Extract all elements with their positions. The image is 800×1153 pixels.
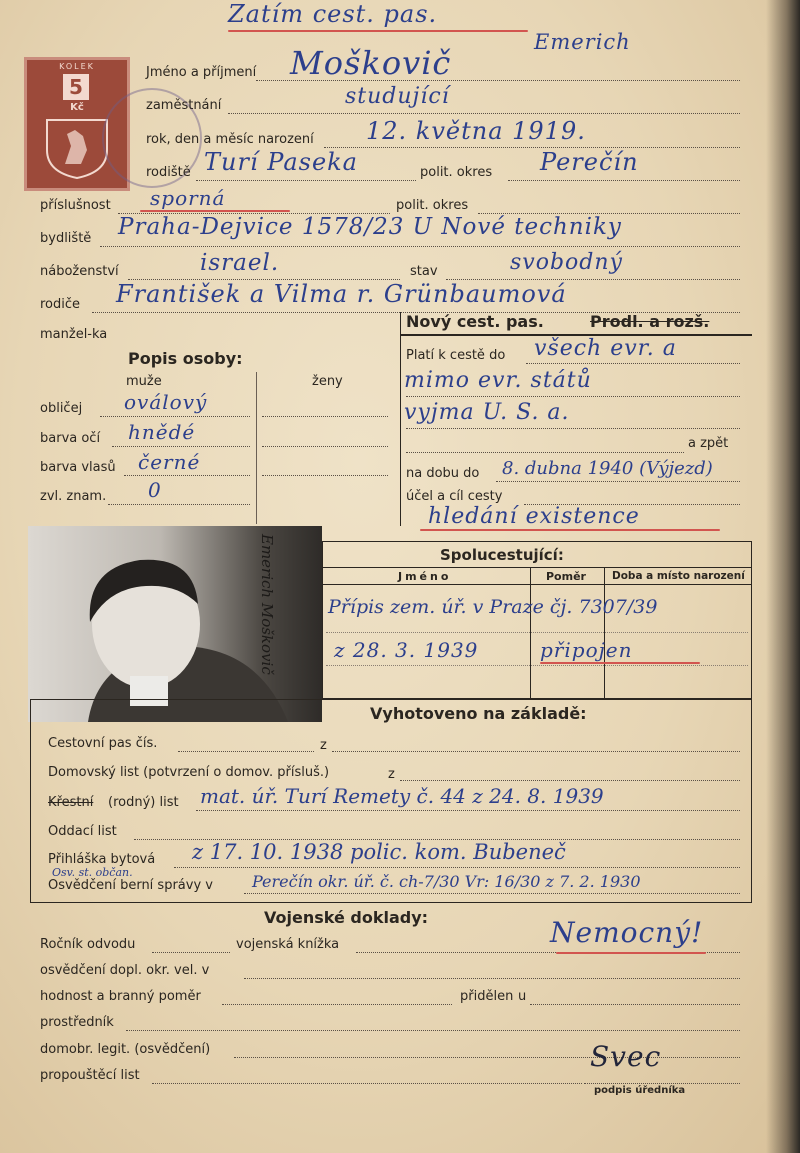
label-stav: stav — [410, 264, 438, 279]
popis-col-muze: muže — [126, 374, 162, 389]
line-dopl — [244, 978, 740, 979]
line-zpet — [406, 452, 684, 453]
line-podpis — [584, 1083, 740, 1084]
value-stav: svobodný — [510, 250, 623, 275]
value-osvedceni: Perečín okr. úř. č. ch-7/30 Vr: 16/30 z 7. 2. 1930 — [252, 872, 641, 891]
value-rodiste: Turí Paseka — [204, 148, 358, 176]
value-nabozenstvi: israel. — [200, 250, 280, 276]
label-krestni: Křestní — [48, 795, 94, 810]
line-prostrednik — [126, 1030, 740, 1031]
label-domov: Domovský list (potvrzení o domov. přísluš.) — [48, 765, 330, 780]
label-oci: barva očí — [40, 431, 101, 446]
label-u: u — [518, 989, 527, 1004]
label-rodny: (rodný) list — [108, 795, 179, 810]
spolu-title: Spolucestující: — [440, 546, 564, 564]
line-legit — [234, 1057, 740, 1058]
label-podpis: podpis úředníka — [594, 1085, 686, 1096]
spolu-col-1 — [530, 567, 531, 699]
line-plati-3 — [406, 428, 740, 429]
value-doba: 8. dubna 1940 (Výjezd) — [502, 458, 713, 479]
label-ucel: účel a cíl cesty — [406, 489, 503, 504]
official-signature: Svec — [590, 1040, 662, 1073]
label-rocnik: Ročník odvodu — [40, 937, 136, 952]
passport-title-prodl: Prodl. a rozš. — [590, 312, 710, 331]
top-note: Zatím cest. pas. — [228, 0, 438, 28]
line-propousteci — [152, 1083, 582, 1084]
passport-title-new: Nový cest. pas. — [406, 312, 544, 331]
line-plati — [526, 363, 740, 364]
value-okres: Perečín — [540, 148, 639, 176]
label-doba: na dobu do — [406, 466, 480, 481]
value-jmeno-first: Emerich — [534, 30, 631, 54]
label-z1: z — [320, 738, 327, 753]
popis-title: Popis osoby: — [128, 349, 243, 368]
value-vlasu: černé — [138, 450, 201, 474]
spolu-col-jmeno: Jméno — [398, 570, 452, 583]
spolu-col-pomer: Poměr — [546, 570, 586, 583]
spolu-col-doba: Doba a místo narození — [612, 570, 745, 582]
value-prihlaska: z 17. 10. 1938 polic. kom. Bubeneč — [192, 840, 566, 864]
label-osvedceni: Osvědčení berní správy v — [48, 878, 213, 893]
line-bydliste — [100, 246, 740, 247]
spolu-row-line-1 — [326, 632, 748, 633]
label-narozeni: rok, den a měsíc narození — [146, 132, 314, 147]
label-propousteci: propouštěcí list — [40, 1068, 140, 1083]
line-oci-zeny — [262, 446, 388, 447]
label-rodiste: rodiště — [146, 165, 191, 180]
label-okres2: polit. okres — [396, 198, 469, 213]
value-plati-3: vyjma U. S. a. — [404, 400, 570, 425]
line-oblicej — [100, 416, 250, 417]
status-underline — [556, 952, 706, 954]
vojenske-title: Vojenské doklady: — [264, 908, 429, 927]
label-prislusnost: příslušnost — [40, 198, 111, 213]
label-znam: zvl. znam. — [40, 489, 107, 504]
top-note-underline — [228, 30, 528, 32]
value-rodice: František a Vilma r. Grünbaumová — [116, 280, 567, 308]
popis-col-zeny: ženy — [312, 374, 343, 389]
label-rodice: rodiče — [40, 297, 81, 312]
value-plati-1: všech evr. a — [534, 336, 677, 361]
value-bydliste: Praha-Dejvice 1578/23 U Nové techniky — [118, 214, 622, 240]
value-jmeno: Moškovič — [290, 44, 452, 82]
label-pridelen: přidělen — [460, 989, 514, 1004]
line-oblicej-zeny — [262, 416, 388, 417]
label-prostrednik: prostředník — [40, 1015, 114, 1030]
line-zamestnani — [228, 113, 740, 114]
line-plati-2 — [406, 396, 740, 397]
spolu-rule-1 — [322, 567, 752, 568]
ucel-underline — [420, 529, 720, 531]
popis-divider — [256, 372, 257, 524]
label-jmeno: Jméno a příjmení — [146, 65, 257, 80]
label-legit: domobr. legit. (osvědčení) — [40, 1042, 211, 1057]
label-knizka: vojenská knížka — [236, 937, 340, 952]
line-hodnost — [222, 1004, 452, 1005]
value-narozeni: 12. května 1919. — [366, 117, 586, 145]
scan-edge-shadow — [766, 0, 800, 1153]
value-rodny: mat. úř. Turí Remety č. 44 z 24. 8. 1939 — [200, 784, 604, 808]
spolu-note-underline — [540, 662, 700, 664]
label-nabozenstvi: náboženství — [40, 264, 119, 279]
label-prihlaska: Přihláška bytová — [48, 852, 156, 867]
line-rodny — [196, 810, 740, 811]
value-oci: hnědé — [128, 420, 196, 444]
line-znam — [108, 504, 250, 505]
spolu-row-2-note: připojen — [540, 638, 633, 662]
portrait-photo — [28, 526, 322, 722]
label-zamestnani: zaměstnání — [146, 98, 222, 113]
label-oddaci: Oddací list — [48, 824, 117, 839]
label-oblicej: obličej — [40, 401, 83, 416]
spolu-row-line-2 — [326, 665, 748, 666]
prislusnost-underline — [140, 210, 290, 212]
line-pas — [178, 751, 314, 752]
label-manzel: manžel-ka — [40, 327, 108, 342]
spolu-col-2 — [604, 567, 605, 699]
line-narozeni — [324, 147, 740, 148]
spolu-row-1: Přípis zem. úř. v Praze čj. 7307/39 — [328, 596, 658, 618]
line-prihlaska — [174, 867, 740, 868]
label-pas: Cestovní pas čís. — [48, 736, 158, 751]
line-vlasu — [124, 475, 250, 476]
passport-left-rule — [400, 312, 401, 526]
value-osvedceni-over: Osv. st. občan. — [52, 866, 133, 879]
photo-signature: Emerich Moškovič — [258, 534, 276, 675]
spolu-row-2: z 28. 3. 1939 — [334, 638, 479, 662]
value-oblicej: oválový — [124, 390, 208, 414]
stamp-currency: Kč — [70, 102, 84, 113]
label-zpet: a zpět — [688, 436, 729, 451]
label-dopl: osvědčení dopl. okr. vel. v — [40, 963, 210, 978]
line-oci — [112, 446, 250, 447]
label-hodnost: hodnost a branný poměr — [40, 989, 201, 1004]
spolu-table — [322, 541, 752, 699]
value-prislusnost: sporná — [150, 186, 226, 210]
line-vlasu-zeny — [262, 475, 388, 476]
vyhotoveno-title: Vyhotoveno na základě: — [370, 704, 587, 723]
line-pas-z — [332, 751, 740, 752]
portrait-person-icon — [28, 526, 322, 722]
value-zamestnani: studující — [345, 84, 450, 109]
spolu-rule-2 — [322, 584, 752, 585]
value-ucel: hledání existence — [428, 504, 640, 529]
line-doba — [496, 481, 740, 482]
label-vlasu: barva vlasů — [40, 460, 116, 475]
stamp-value: 5 — [63, 74, 89, 100]
line-pridelen — [530, 1004, 740, 1005]
line-okres — [508, 180, 740, 181]
value-vojenske-status: Nemocný! — [550, 916, 704, 949]
label-bydliste: bydliště — [40, 231, 92, 246]
label-plati: Platí k cestě do — [406, 348, 506, 363]
label-okres: polit. okres — [420, 165, 493, 180]
label-z2: z — [388, 767, 395, 782]
line-osvedceni — [244, 893, 740, 894]
line-domov — [400, 780, 740, 781]
value-plati-2: mimo evr. států — [404, 368, 592, 393]
line-rocnik — [152, 952, 230, 953]
line-rodiste — [196, 180, 416, 181]
value-znam: 0 — [148, 478, 162, 502]
stamp-label: KOLEK — [59, 62, 95, 71]
